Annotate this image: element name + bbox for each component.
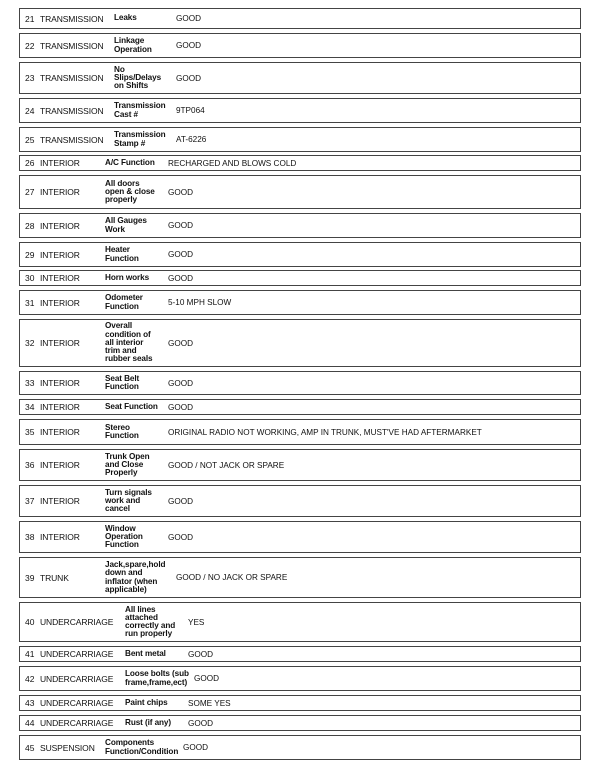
row-value: AT-6226 [176, 135, 207, 144]
row-item: Bent metal [125, 648, 166, 658]
row-item: Rust (if any) [125, 717, 172, 727]
row-category: SUSPENSION [40, 742, 95, 753]
row-number: 42 [25, 673, 35, 684]
row-item: Overall condition of all interior trim and rubber seals [105, 321, 153, 364]
row-category: UNDERCARRIAGE [40, 718, 114, 728]
row-value: GOOD [168, 532, 194, 542]
row-value: GOOD [183, 743, 209, 752]
row-value: GOOD [194, 674, 220, 683]
row-value: GOOD [168, 250, 194, 259]
row-item: Linkage Operation [114, 36, 152, 54]
row-category: INTERIOR [40, 220, 80, 231]
row-value: GOOD [168, 273, 194, 283]
row-number: 40 [25, 617, 35, 627]
table-row [19, 213, 581, 238]
table-row [19, 127, 581, 152]
table-row [19, 419, 581, 445]
row-category: INTERIOR [40, 158, 80, 168]
table-row [19, 33, 581, 58]
row-number: 29 [25, 249, 35, 260]
row-item: Paint chips [125, 697, 168, 707]
table-row [19, 485, 581, 517]
row-item: All doors open & close properly [105, 178, 155, 205]
row-item: Components Function/Condition [105, 738, 179, 756]
row-number: 21 [25, 13, 35, 24]
table-row [19, 557, 581, 598]
row-number: 38 [25, 532, 35, 542]
row-number: 25 [25, 134, 35, 145]
row-category: TRANSMISSION [40, 40, 104, 51]
row-item: Seat Function [105, 401, 158, 411]
row-item: Leaks [114, 13, 137, 23]
row-category: UNDERCARRIAGE [40, 673, 114, 684]
table-row [19, 62, 581, 94]
row-item: Heater Function [105, 245, 139, 263]
row-value: GOOD [168, 338, 194, 348]
row-value: YES [188, 617, 205, 627]
row-number: 43 [25, 698, 35, 708]
row-value: GOOD [176, 41, 202, 50]
row-number: 39 [25, 572, 35, 583]
row-category: UNDERCARRIAGE [40, 617, 114, 627]
row-item: Loose bolts (sub frame,frame,ect) [125, 669, 189, 687]
row-category: INTERIOR [40, 187, 80, 197]
row-value: GOOD [168, 378, 194, 388]
row-value: SOME YES [188, 698, 231, 708]
row-number: 41 [25, 649, 35, 659]
row-category: TRANSMISSION [40, 73, 104, 83]
row-category: INTERIOR [40, 427, 80, 437]
row-category: INTERIOR [40, 460, 80, 470]
row-category: INTERIOR [40, 532, 80, 542]
row-item: Seat Belt Function [105, 373, 140, 391]
table-row [19, 666, 581, 691]
row-number: 31 [25, 297, 35, 308]
table-row [19, 155, 581, 171]
row-number: 34 [25, 402, 35, 412]
table-row [19, 175, 581, 209]
row-number: 27 [25, 187, 35, 197]
row-number: 35 [25, 427, 35, 437]
row-number: 22 [25, 40, 35, 51]
row-item: Window Operation Function [105, 523, 143, 550]
row-value: GOOD / NO JACK OR SPARE [176, 573, 288, 582]
row-value: GOOD [188, 649, 214, 659]
row-category: INTERIOR [40, 273, 80, 283]
row-item: Stereo Function [105, 422, 139, 440]
row-item: Transmission Cast # [114, 101, 166, 119]
row-value: GOOD [168, 221, 194, 230]
row-value: 9TP064 [176, 106, 205, 115]
table-row [19, 695, 581, 711]
table-row [19, 319, 581, 367]
row-value: GOOD [168, 187, 194, 197]
row-value: GOOD [176, 73, 202, 83]
row-category: INTERIOR [40, 378, 80, 388]
row-item: Transmission Stamp # [114, 130, 166, 148]
table-row [19, 449, 581, 481]
table-row [19, 371, 581, 395]
row-item: No Slips/Delays on Shifts [114, 64, 162, 91]
row-category: UNDERCARRIAGE [40, 649, 114, 659]
row-value: RECHARGED AND BLOWS COLD [168, 158, 297, 168]
row-category: INTERIOR [40, 297, 80, 308]
row-number: 36 [25, 460, 35, 470]
row-category: INTERIOR [40, 496, 80, 506]
row-value: GOOD [168, 496, 194, 506]
row-number: 24 [25, 105, 35, 116]
row-item: Turn signals work and cancel [105, 487, 152, 514]
table-row [19, 290, 581, 315]
row-category: TRANSMISSION [40, 105, 104, 116]
row-item: Odometer Function [105, 293, 143, 311]
row-category: INTERIOR [40, 249, 80, 260]
row-item: A/C Function [105, 157, 155, 167]
row-value: GOOD [168, 402, 194, 412]
row-item: All lines attached correctly and run properly [125, 604, 176, 639]
table-row [19, 242, 581, 267]
table-row [19, 98, 581, 123]
table-row [19, 715, 581, 731]
row-category: INTERIOR [40, 402, 80, 412]
table-row [19, 602, 581, 642]
table-row [19, 521, 581, 553]
row-value: GOOD [188, 718, 214, 728]
table-row [19, 735, 581, 760]
table-row [19, 8, 581, 29]
row-item: All Gauges Work [105, 216, 147, 234]
row-value: GOOD / NOT JACK OR SPARE [168, 460, 285, 470]
row-value: ORIGINAL RADIO NOT WORKING, AMP IN TRUNK, MUST'VE HAD AFTERMARKET [168, 427, 482, 437]
row-category: TRUNK [40, 572, 69, 583]
row-category: INTERIOR [40, 338, 80, 348]
row-item: Jack,spare,hold down and inflator (when applicable) [105, 560, 166, 594]
table-row [19, 399, 581, 415]
row-number: 26 [25, 158, 35, 168]
row-category: TRANSMISSION [40, 13, 104, 24]
table-row [19, 646, 581, 662]
row-number: 28 [25, 220, 35, 231]
table-row [19, 270, 581, 286]
row-number: 30 [25, 273, 35, 283]
row-value: GOOD [176, 14, 202, 23]
row-number: 33 [25, 378, 35, 388]
row-item: Horn works [105, 272, 150, 282]
row-category: UNDERCARRIAGE [40, 698, 114, 708]
row-number: 23 [25, 73, 35, 83]
row-value: 5-10 MPH SLOW [168, 298, 232, 307]
row-number: 45 [25, 742, 35, 753]
row-number: 37 [25, 496, 35, 506]
row-category: TRANSMISSION [40, 134, 104, 145]
row-number: 32 [25, 338, 35, 348]
row-item: Trunk Open and Close Properly [105, 451, 150, 478]
row-number: 44 [25, 718, 35, 728]
